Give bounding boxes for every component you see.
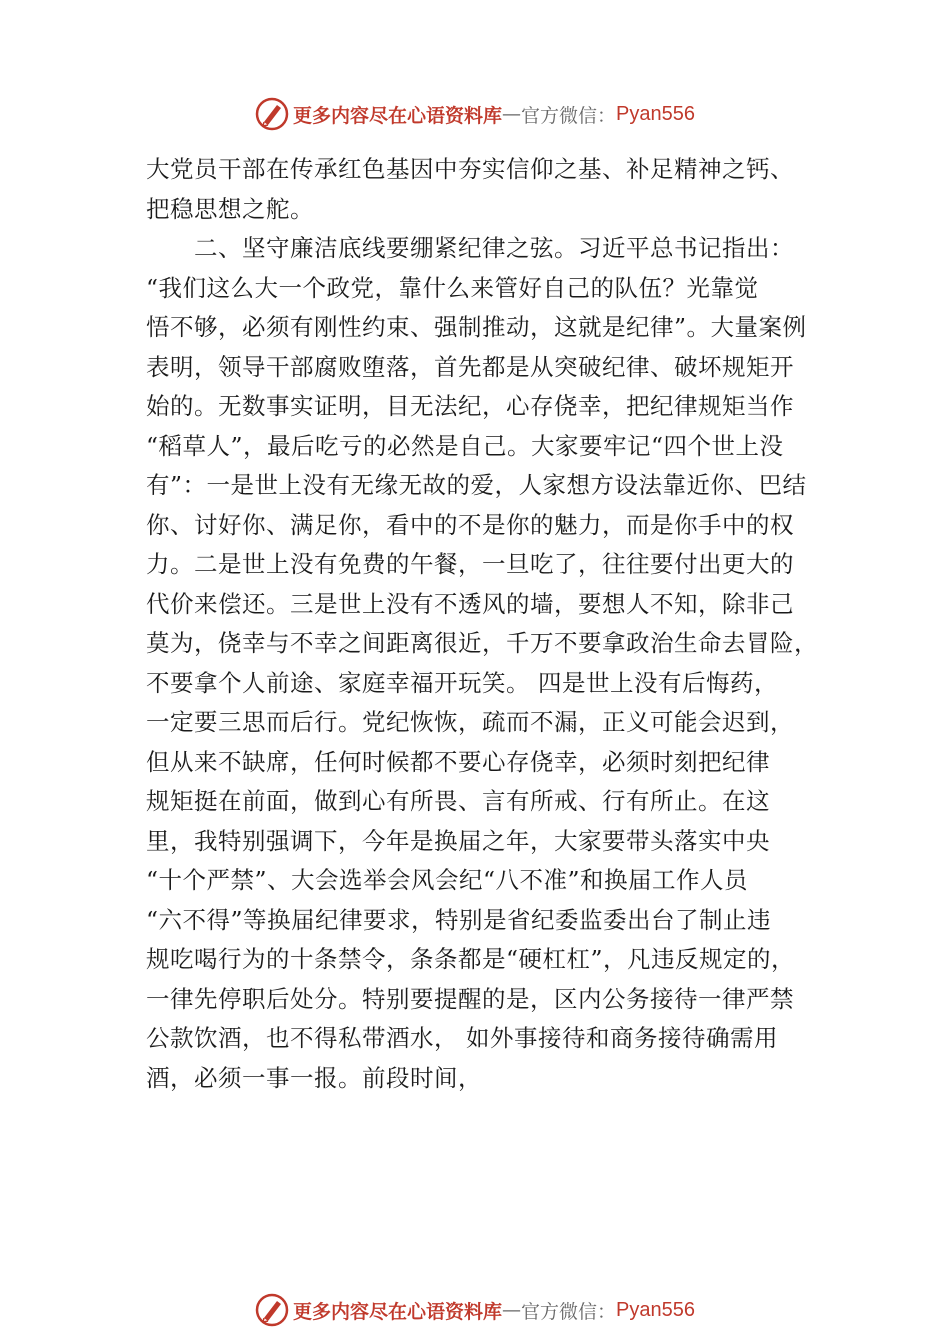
watermark-brand: 更多内容尽在心语资料库 — [293, 104, 503, 127]
header-watermark — [0, 94, 950, 134]
body-line: 代价来偿还。三是世上没有不透风的墙，要想人不知，除非己 — [146, 589, 794, 618]
pen-logo-icon — [255, 97, 289, 131]
body-line: “六不得”等换届纪律要求，特别是省纪委监委出台了制止违 — [146, 905, 772, 934]
body-line: 公款饮酒，也不得私带酒水， 如外事接待和商务接待确需用 — [146, 1024, 778, 1052]
body-line: 酒，必须一事一报。前段时间， — [146, 1063, 482, 1092]
watermark-handle: Pyan556 — [616, 102, 695, 125]
watermark-separator: — — [502, 1299, 522, 1321]
body-line: 大党员干部在传承红色基因中夯实信仰之基、补足精神之钙、 — [146, 155, 794, 183]
body-line: 里，我特别强调下，今年是换届之年，大家要带头落实中央 — [146, 826, 770, 855]
body-line: 二、坚守廉洁底线要绷紧纪律之弦。习近平总书记指出： — [146, 234, 794, 262]
watermark-label: 官方微信： — [521, 104, 617, 127]
body-line: 悟不够，必须有刚性约束、强制推动，这就是纪律”。大量案例 — [146, 313, 807, 341]
body-line: 表明，领导干部腐败堕落，首先都是从突破纪律、破坏规矩开 — [146, 352, 794, 381]
body-line: 一定要三思而后行。党纪恢恢，疏而不漏，正义可能会迟到， — [146, 708, 794, 736]
watermark-brand: 更多内容尽在心语资料库 — [293, 1300, 503, 1323]
pen-logo-icon — [255, 1293, 289, 1327]
body-line: 你、讨好你、满足你，看中的不是你的魅力，而是你手中的权 — [146, 510, 794, 539]
body-line: 莫为，侥幸与不幸之间距离很近，千万不要拿政治生命去冒险， — [146, 629, 818, 657]
body-line: 把稳思想之舵。 — [146, 194, 314, 223]
body-line: 但从来不缺席，任何时候都不要心存侥幸，必须时刻把纪律 — [146, 747, 770, 776]
body-line: 一律先停职后处分。特别要提醒的是，区内公务接待一律严禁 — [146, 984, 794, 1013]
footer-watermark — [0, 1290, 950, 1330]
watermark-separator: — — [502, 103, 522, 125]
body-line: “十个严禁”、大会选举会风会纪“八不准”和换届工作人员 — [146, 866, 749, 894]
body-line: 始的。无数事实证明，目无法纪，心存侥幸，把纪律规矩当作 — [146, 392, 794, 420]
body-line: “稻草人”，最后吃亏的必然是自己。大家要牢记“四个世上没 — [146, 431, 784, 460]
watermark-handle: Pyan556 — [616, 1298, 695, 1321]
document-body — [146, 150, 846, 1098]
body-line: 不要拿个人前途、家庭幸福开玩笑。 四是世上没有后悔药， — [146, 668, 778, 697]
body-line: 力。二是世上没有免费的午餐，一旦吃了，往往要付出更大的 — [146, 550, 794, 578]
body-line: 有”：一是世上没有无缘无故的爱，人家想方设法靠近你、巴结 — [146, 471, 807, 499]
body-line: 规吃喝行为的十条禁令，条条都是“硬杠杠”，凡违反规定的， — [146, 945, 796, 973]
watermark-label: 官方微信： — [521, 1300, 617, 1323]
body-line: “我们这么大一个政党，靠什么来管好自己的队伍？光靠觉 — [146, 273, 759, 302]
body-line: 规矩挺在前面，做到心有所畏、言有所戒、行有所止。在这 — [146, 787, 770, 815]
